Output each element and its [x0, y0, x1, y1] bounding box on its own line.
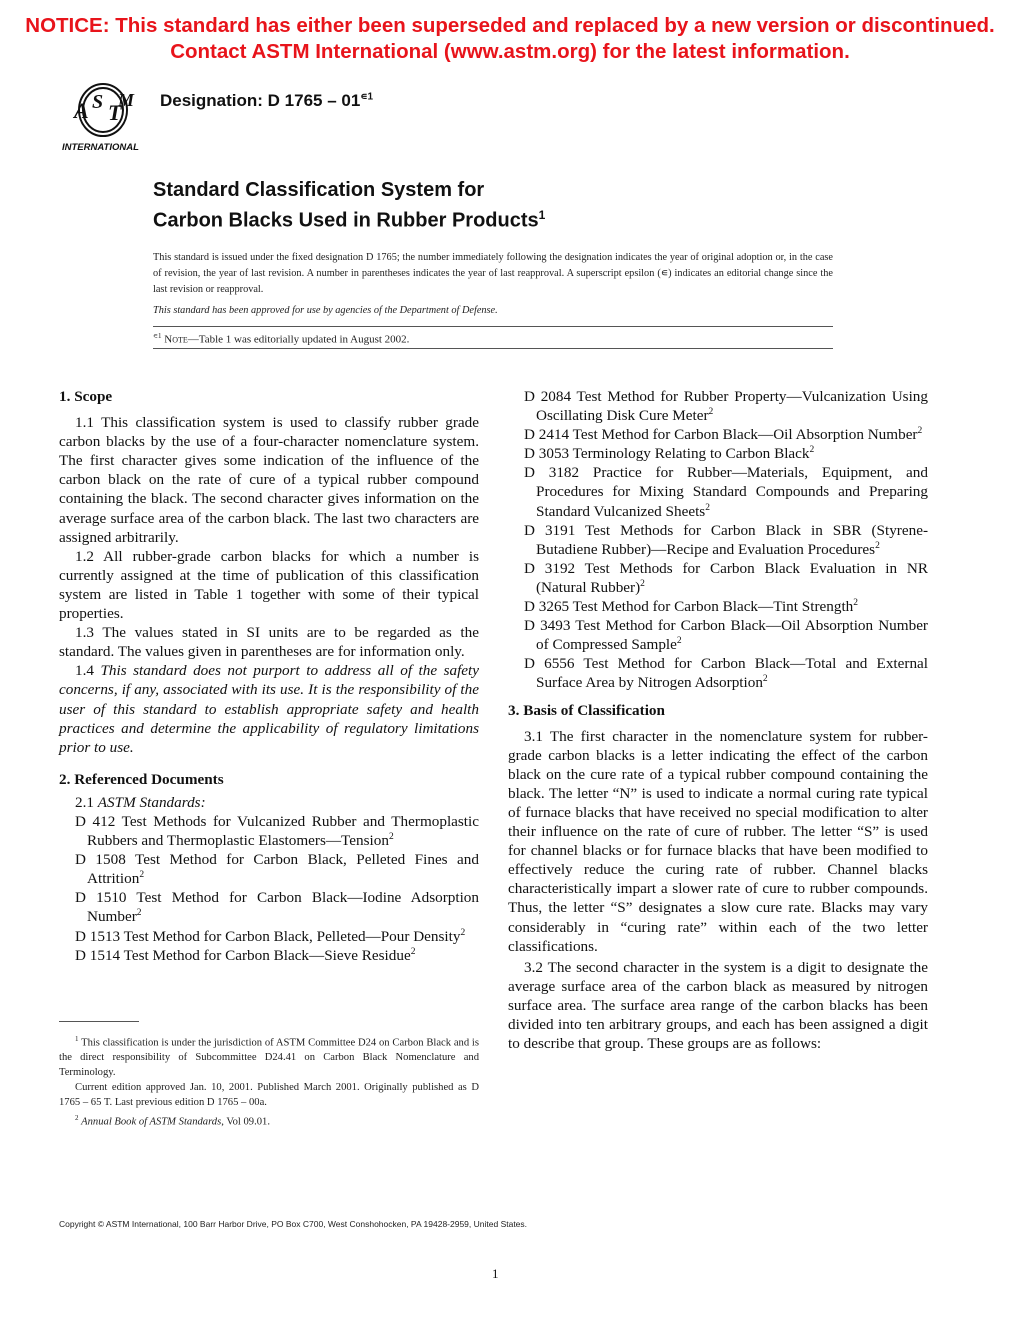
- dod-approval-statement: This standard has been approved for use by agencies of the Department of Defense.: [153, 305, 498, 316]
- left-column: [59, 387, 479, 965]
- superseded-notice: [0, 13, 1020, 65]
- subsection-astm-standards: [59, 793, 479, 812]
- right-column: [508, 387, 928, 1053]
- footnote-2: $^2$ Annual Book of ASTM Standards, Vol 09.01.: [75, 1113, 270, 1128]
- svg-text:A: A: [74, 98, 89, 123]
- reference-item: D 1508 Test Method for Carbon Black, Pelleted Fines and Attrition$^2$: [75, 851, 479, 888]
- section-heading-scope: 1. Scope: [59, 388, 113, 405]
- paragraph-1-3: 1.3 The values stated in SI units are to be regarded as the standard. The values given in parentheses are for information only.: [59, 624, 479, 661]
- issuance-statement: This standard is issued under the fixed designation D 1765; the number immediately following the designation indicates the year of original adoption or, in the case of revision, the year of last revision. A number in parentheses indicates the year of last reapproval. A superscript epsilon (∊) indicates an editorial change since the last revision or reapproval.: [153, 252, 833, 295]
- divider: [153, 348, 833, 349]
- footnote-1-edition: Current edition approved Jan. 10, 2001. Published March 2001. Originally published as D 1765 – 65 T. Last previous edition D 1765 – 00a.: [59, 1081, 479, 1108]
- designation-text: Designation: D 1765 – 01: [160, 91, 361, 110]
- reference-item: D 6556 Test Method for Carbon Black—Total and External Surface Area by Nitrogen Adsorption$^2$: [524, 655, 928, 692]
- paragraph-1-2: 1.2 All rubber-grade carbon blacks for which a number is currently assigned at the time of publication of this classification system are listed in Table 1 together with some of their typical properties.: [59, 547, 479, 623]
- logo-caption: INTERNATIONAL: [62, 142, 139, 152]
- footnote-rule: [59, 1021, 139, 1022]
- designation-epsilon: ∊1: [360, 91, 374, 103]
- paragraph-3-1: 3.1 The first character in the nomenclature system for rubber-grade carbon blacks is a letter indicating the effect of the carbon black on the cure rate of a typical rubber compound containing the black. The letter “N” is used to indicate a normal curing rate typical of furnace blacks that have received no special modification to alter their influence on the rate of cure of rubber. The letter “S” is used for channel blacks or for furnace blacks that have been modified to effectively reduce the curing rate of rubber. Channel blacks characteristically impart a slower rate of cure to rubber compounds. Thus, the letter “S” designates a slow cure rate. Blacks may vary considerably in “curing rate” within each of the two letter classifications.: [508, 727, 928, 955]
- svg-text:M: M: [118, 90, 135, 110]
- reference-item: D 3053 Terminology Relating to Carbon Black$^2$: [524, 445, 815, 463]
- divider: [153, 326, 833, 327]
- subsection-title: ASTM Standards:: [97, 793, 206, 811]
- subsection-number: 2.1: [75, 793, 94, 811]
- note-epsilon: ∊1: [153, 332, 162, 340]
- reference-item: D 3191 Test Methods for Carbon Black in SBR (Styrene-Butadiene Rubber)—Recipe and Evaluation Procedures$^2$: [524, 521, 928, 558]
- paragraph-1-4-number: 1.4: [75, 662, 94, 680]
- editorial-note: [153, 332, 409, 346]
- reference-item: D 2414 Test Method for Carbon Black—Oil Absorption Number$^2$: [524, 426, 923, 444]
- svg-text:T: T: [108, 100, 122, 125]
- document-title: [153, 178, 545, 234]
- reference-item: D 3182 Practice for Rubber—Materials, Equipment, and Procedures for Mixing Standard Compounds and Preparing Standard Vulcanized Sheets$^2$: [524, 464, 928, 520]
- title-line-1: Standard Classification System for: [153, 179, 485, 201]
- reference-item: D 1513 Test Method for Carbon Black, Pelleted—Pour Density$^2$: [75, 927, 466, 945]
- reference-item: D 3493 Test Method for Carbon Black—Oil Absorption Number of Compressed Sample$^2$: [524, 617, 928, 654]
- notice-line-2: Contact ASTM International (www.astm.org) for the latest information.: [170, 40, 850, 63]
- notice-line-1: NOTICE: This standard has either been superseded and replaced by a new version or discontinued.: [25, 14, 995, 37]
- note-text: —Table 1 was editorially updated in August 2002.: [187, 333, 410, 346]
- paragraph-1-1: 1.1 This classification system is used to classify rubber grade carbon blacks by the use of a four-character nomenclature system. The first character gives some indication of the influence of the carbon black on the rate of cure of a typical rubber compound containing the black. The second character gives information on the average surface area of the carbon black. The last two characters are assigned arbitrarily.: [59, 414, 479, 546]
- reference-item: D 1510 Test Method for Carbon Black—Iodine Adsorption Number$^2$: [75, 889, 479, 926]
- reference-item: D 3265 Test Method for Carbon Black—Tint Strength$^2$: [524, 597, 859, 616]
- title-line-2: Carbon Blacks Used in Rubber Products: [153, 209, 539, 232]
- reference-item: D 412 Test Methods for Vulcanized Rubber and Thermoplastic Rubbers and Thermoplastic Elastomers—Tension$^2$: [75, 812, 479, 850]
- footnote-1: $^1$ This classification is under the jurisdiction of ASTM Committee D24 on Carbon Black and is the direct responsibility of Subcommittee D24.41 on Carbon Black Nomenclature and Terminology.: [59, 1035, 479, 1079]
- copyright-line: Copyright © ASTM International, 100 Barr Harbor Drive, PO Box C700, West Conshohocken, PA 19428-2959, United States.: [59, 1219, 528, 1229]
- reference-item: D 2084 Test Method for Rubber Property—Vulcanization Using Oscillating Disk Cure Meter$^2$: [524, 388, 928, 425]
- section-heading-basis-of-classification: 3. Basis of Classification: [508, 701, 665, 719]
- footnotes: [59, 1032, 479, 1130]
- page-number: 1: [492, 1266, 499, 1281]
- svg-text:S: S: [92, 91, 104, 113]
- paragraph-1-4-text: This standard does not purport to address all of the safety concerns, if any, associated with its use. It is the responsibility of the user of this standard to establish appropriate safety and health practices and determine the applicability of regulatory limitations prior to use.: [59, 662, 480, 756]
- paragraph-3-2: 3.2 The second character in the system is a digit to designate the average surface area of the carbon black as measured by nitrogen surface area. The surface area range of the carbon blacks has been divided into ten arbitrary groups, and each has been assigned a digit to describe that group. These groups are as follows:: [508, 958, 928, 1053]
- reference-item: D 3192 Test Methods for Carbon Black Evaluation in NR (Natural Rubber)$^2$: [524, 559, 928, 596]
- note-label: Note: [164, 333, 188, 346]
- designation: [160, 91, 373, 111]
- astm-logo: [60, 80, 146, 152]
- reference-item: D 1514 Test Method for Carbon Black—Sieve Residue$^2$: [75, 946, 416, 964]
- paragraph-1-4: [59, 661, 479, 756]
- title-footnote-ref: 1: [538, 208, 546, 222]
- section-heading-referenced-documents: 2. Referenced Documents: [59, 770, 224, 788]
